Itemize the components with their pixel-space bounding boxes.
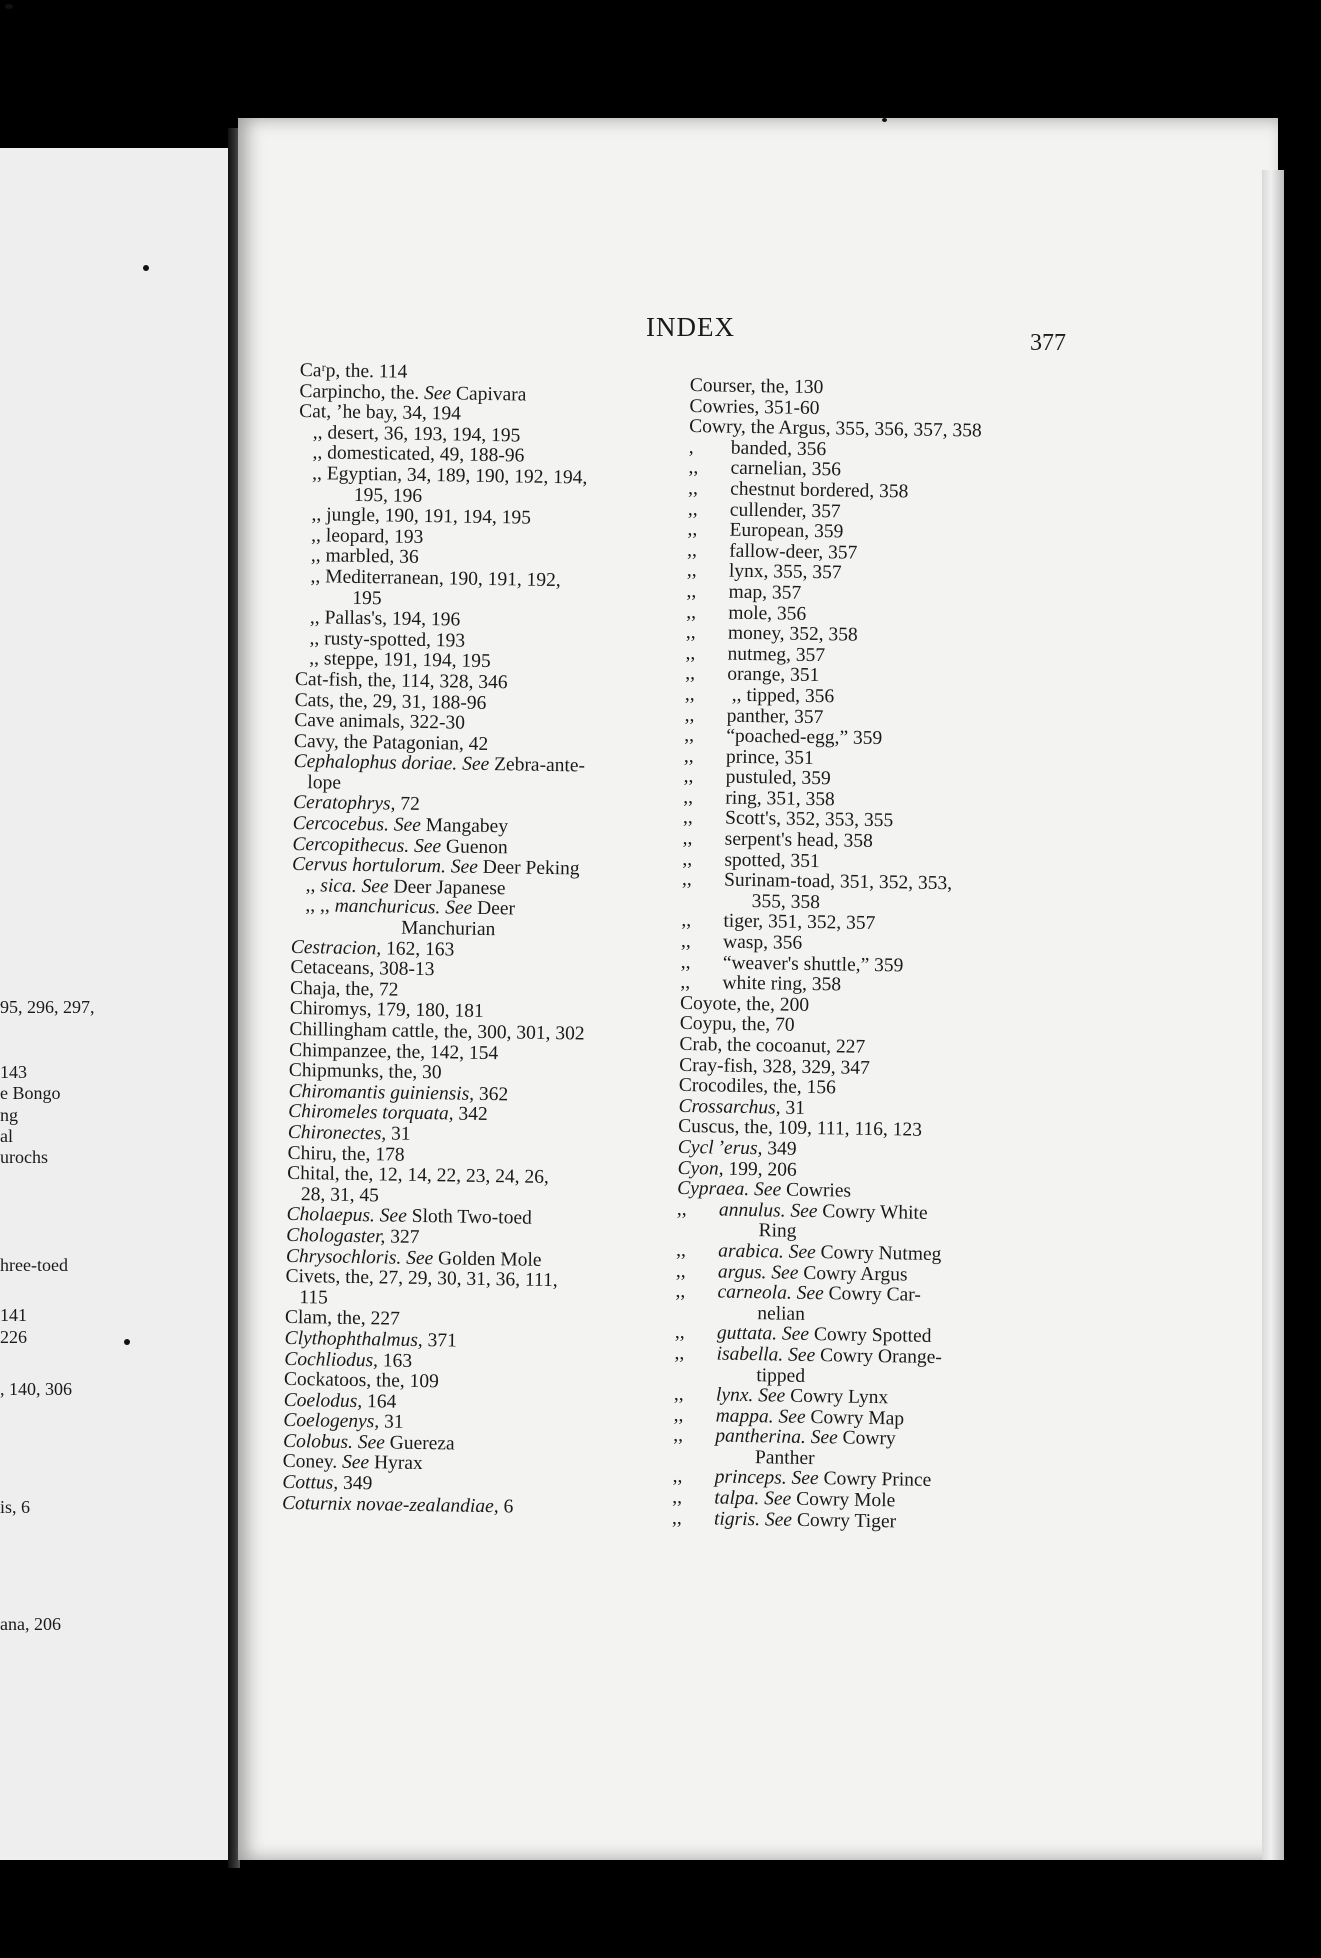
entry-reference: Cowries xyxy=(781,1179,852,1202)
entry-text: Chaja, the, 72 xyxy=(289,977,399,1001)
entry-text: lynx, 355, 357 xyxy=(728,560,842,584)
entry-text: Cowry, the Argus, 355, 356, 357, 358 xyxy=(689,416,982,442)
ditto-mark: ,, xyxy=(685,642,696,664)
entry-reference: Cowry Car- xyxy=(823,1283,921,1306)
entry-italic: arabica. xyxy=(718,1240,784,1263)
see-reference: See xyxy=(764,1488,792,1510)
entry-italic: tigris. xyxy=(713,1508,761,1530)
entry-italic: Chiromantis guiniensis, xyxy=(288,1080,475,1105)
entry-reference: 31 xyxy=(780,1097,806,1119)
entry-text: ,, rusty-spotted, 193 xyxy=(309,627,466,652)
ditto-mark: ,, xyxy=(676,1198,687,1220)
ditto-mark xyxy=(714,1380,756,1381)
entry-text: ,, domesticated, 49, 188-96 xyxy=(312,442,525,467)
entry-italic: Cestracion, xyxy=(290,936,382,959)
entry-italic: isabella. xyxy=(716,1343,784,1366)
entry-text: prince, 351 xyxy=(725,746,814,769)
entry-italic: Cyon, xyxy=(677,1157,724,1180)
entry-italic: Cercocebus. xyxy=(292,813,390,836)
entry-text: 28, 31, 45 xyxy=(300,1183,380,1207)
entry-italic: sica. xyxy=(320,875,357,897)
facing-page-fragment: 141 xyxy=(0,1305,27,1325)
ditto-mark: ,, xyxy=(672,1466,683,1488)
entry-text: money, 352, 358 xyxy=(727,622,858,646)
entry-text: Caʳp, the. 114 xyxy=(299,360,408,383)
ditto-mark: ,, xyxy=(683,766,694,788)
entry-italic: Colobus. xyxy=(282,1430,354,1453)
see-reference: See xyxy=(781,1323,810,1346)
entry-text: ,, xyxy=(305,875,321,897)
ditto-mark: ,, xyxy=(680,930,692,953)
entry-reference: 72 xyxy=(395,794,420,816)
entry-italic: Coelogenys, xyxy=(283,1410,380,1433)
ditto-mark: ,, xyxy=(680,951,691,973)
entry-text: Chiru, the, 178 xyxy=(287,1142,405,1166)
see-reference: See xyxy=(461,753,490,776)
facing-page-fragment: 226 xyxy=(0,1327,27,1347)
entry-reference: Cowry Tiger xyxy=(791,1509,897,1533)
entry-text: mole, 356 xyxy=(728,602,807,625)
entry-text: wasp, 356 xyxy=(722,931,803,954)
entry-reference: 362 xyxy=(473,1083,509,1106)
entry-text: Cats, the, 29, 31, 188-96 xyxy=(294,689,487,714)
entry-italic: argus. xyxy=(717,1261,767,1283)
entry-text: Chillingham cattle, the, 300, 301, 302 xyxy=(289,1018,585,1045)
ditto-mark xyxy=(716,1236,758,1237)
entry-italic: mappa. xyxy=(715,1405,774,1428)
entry-text: ,, desert, 36, 193, 194, 195 xyxy=(312,421,521,447)
entry-text: Cetaceans, 308-13 xyxy=(290,957,435,981)
entry-italic: Chologaster, xyxy=(286,1224,386,1248)
ditto-mark: , xyxy=(688,436,694,458)
entry-text: ,, marbled, 36 xyxy=(310,545,419,569)
entry-text: Chimpanzee, the, 142, 154 xyxy=(289,1039,499,1064)
ditto-mark: ,, xyxy=(683,745,694,767)
entry-text: ,, tipped, 356 xyxy=(726,684,835,708)
entry-text: nutmeg, 357 xyxy=(727,643,826,666)
entry-reference: Deer xyxy=(472,898,516,920)
entry-text: ,, ,, xyxy=(305,895,335,918)
ditto-mark: ,, xyxy=(682,828,693,850)
entry-reference: Cowry White xyxy=(817,1200,928,1224)
ditto-mark: ,, xyxy=(675,1281,686,1303)
ditto-mark xyxy=(715,1318,757,1319)
see-reference: See xyxy=(413,835,442,857)
facing-page-fragment: urochs xyxy=(0,1147,48,1167)
speck xyxy=(5,4,13,9)
ditto-mark: ,, xyxy=(674,1322,685,1344)
entry-text: fallow-deer, 357 xyxy=(729,540,858,564)
see-reference: See xyxy=(758,1385,786,1407)
page-heading: INDEX xyxy=(646,312,735,342)
ditto-mark: ,, xyxy=(673,1425,684,1447)
entry-text: Cavy, the Patagonian, 42 xyxy=(293,730,489,755)
entry-text: ,, Mediterranean, 190, 191, 192, xyxy=(310,566,561,592)
entry-text: Coney. xyxy=(282,1451,343,1474)
entry-text: orange, 351 xyxy=(727,663,820,687)
entry-reference: Guenon xyxy=(440,835,508,858)
ditto-mark: ,, xyxy=(684,725,695,747)
entry-text: Cave animals, 322-30 xyxy=(294,710,466,734)
entry-text: lope xyxy=(307,772,342,794)
entry-text: pustuled, 359 xyxy=(725,766,831,790)
facing-page-fragment: 143 xyxy=(0,1062,27,1082)
entry-text: Crab, the cocoanut, 227 xyxy=(679,1033,866,1058)
entry-text: Surinam-toad, 351, 352, 353, xyxy=(723,869,953,895)
entry-italic: Cercopithecus. xyxy=(292,833,410,857)
entry-text: Coypu, the, 70 xyxy=(679,1013,795,1037)
ditto-mark: ,, xyxy=(681,910,692,932)
facing-page-fragment: al xyxy=(0,1126,13,1146)
ditto-mark: ,, xyxy=(682,807,693,829)
entry-text: tipped xyxy=(756,1364,806,1387)
entry-text: 195, 196 xyxy=(353,484,423,507)
entry-italic: Coturnix novae-zealandiae, xyxy=(281,1492,499,1517)
see-reference: See xyxy=(357,1431,386,1454)
entry-reference: Cowry Nutmeg xyxy=(815,1242,942,1265)
entry-reference: Deer Japanese xyxy=(388,876,506,900)
facing-page-fragment: 95, 296, 297, xyxy=(0,997,95,1017)
ditto-mark: ,, xyxy=(684,704,695,726)
entry-text: Cray-fish, 328, 329, 347 xyxy=(679,1054,870,1079)
facing-page xyxy=(0,148,232,1860)
entry-text: Cowries, 351-60 xyxy=(689,395,820,419)
entry-text: ,, steppe, 191, 194, 195 xyxy=(309,648,491,673)
entry-reference: Deer Peking xyxy=(477,857,580,880)
page-number: 377 xyxy=(1030,330,1066,356)
ditto-mark: ,, xyxy=(684,683,695,706)
ditto-mark xyxy=(713,1462,755,1463)
entry-text: Cuscus, the, 109, 111, 116, 123 xyxy=(678,1116,923,1142)
entry-italic: Chiromeles torquata, xyxy=(288,1101,454,1125)
ditto-mark: ,, xyxy=(680,972,691,994)
entry-reference: Cowry Mole xyxy=(791,1488,896,1512)
facing-page-fragment: is, 6 xyxy=(0,1497,31,1517)
entry-italic: carneola. xyxy=(717,1281,792,1304)
speck xyxy=(124,1339,130,1345)
entry-reference: 31 xyxy=(386,1123,411,1145)
ditto-mark: ,, xyxy=(687,539,698,561)
see-reference: See xyxy=(810,1427,838,1449)
see-reference: See xyxy=(790,1200,818,1222)
ditto-mark: ,, xyxy=(687,498,698,520)
entry-reference: Guereza xyxy=(384,1432,455,1455)
entry-reference: Cowry xyxy=(837,1427,896,1450)
see-reference: See xyxy=(445,897,473,920)
entry-text: 195 xyxy=(352,587,382,609)
ditto-mark: ,, xyxy=(673,1383,684,1406)
entry-italic: Crossarchus, xyxy=(678,1095,781,1119)
entry-text: ,, leopard, 193 xyxy=(311,524,424,548)
ditto-mark: ,, xyxy=(681,869,693,891)
see-reference: See xyxy=(379,1205,407,1228)
entry-text: European, 359 xyxy=(729,519,844,543)
speck xyxy=(882,118,887,122)
facing-page-fragment: , 140, 306 xyxy=(0,1379,72,1399)
index-column-right xyxy=(672,376,1070,1535)
ditto-mark: ,, xyxy=(674,1342,685,1364)
entry-italic: Ceratophrys, xyxy=(292,792,396,816)
see-reference: See xyxy=(791,1468,819,1490)
entry-reference: 199, 206 xyxy=(723,1158,797,1181)
entry-italic: Chrysochloris. xyxy=(285,1245,402,1269)
entry-italic: Cholaepus. xyxy=(286,1204,376,1227)
entry-reference: 6 xyxy=(498,1495,514,1518)
entry-text: ,, Egyptian, 34, 189, 190, 192, 194, xyxy=(312,463,588,489)
see-reference: See xyxy=(764,1508,793,1531)
entry-text: nelian xyxy=(757,1302,806,1325)
entry-reference: Zebra-ante- xyxy=(489,754,586,777)
entry-reference: Cowry Argus xyxy=(798,1262,908,1286)
facing-page-fragment: ng xyxy=(0,1105,18,1125)
entry-text: chestnut bordered, 358 xyxy=(730,478,909,503)
ditto-mark: ,, xyxy=(671,1507,682,1529)
ditto-mark: ,, xyxy=(685,663,696,685)
ditto-mark: ,, xyxy=(688,457,699,479)
entry-reference: 349 xyxy=(762,1138,797,1160)
ditto-mark: ,, xyxy=(672,1486,683,1509)
ditto-mark: ,, xyxy=(675,1260,686,1282)
entry-text: 115 xyxy=(299,1286,328,1309)
entry-reference: Capivara xyxy=(450,382,527,406)
entry-italic: lynx. xyxy=(715,1384,754,1407)
entry-reference: Cowry Orange- xyxy=(815,1344,943,1368)
entry-italic: Chironectes, xyxy=(287,1121,387,1145)
entry-reference: 31 xyxy=(379,1411,404,1434)
see-reference: See xyxy=(771,1261,799,1284)
entry-reference: 371 xyxy=(422,1329,458,1352)
entry-text: 355, 358 xyxy=(751,890,821,913)
facing-page-fragment: ana, 206 xyxy=(0,1614,61,1634)
entry-text: Chipmunks, the, 30 xyxy=(288,1060,442,1084)
entry-text: Carpincho, the. xyxy=(299,380,425,404)
entry-text: Scott's, 352, 353, 355 xyxy=(724,808,894,832)
see-reference: See xyxy=(788,1241,816,1264)
entry-text: “weaver's shuttle,” 359 xyxy=(722,952,904,977)
entry-reference: 163 xyxy=(377,1349,413,1372)
see-reference: See xyxy=(753,1179,782,1201)
see-reference: See xyxy=(393,814,422,837)
entry-italic: manchuricus. xyxy=(334,896,441,919)
entry-italic: guttata. xyxy=(716,1322,778,1345)
entry-reference: 164 xyxy=(362,1390,397,1413)
ditto-mark: ,, xyxy=(686,560,697,582)
see-reference: See xyxy=(796,1282,824,1305)
entry-reference: Cowry Lynx xyxy=(785,1385,889,1409)
ditto-mark: ,, xyxy=(676,1239,687,1261)
entry-italic: princeps. xyxy=(714,1466,787,1490)
entry-reference: Cowry Prince xyxy=(818,1468,932,1492)
entry-text: Cat, ʼhe bay, 34, 194 xyxy=(299,401,462,425)
entry-text: Manchurian xyxy=(400,917,496,941)
entry-italic: Coelodus, xyxy=(283,1389,363,1412)
see-reference: See xyxy=(361,875,389,898)
speck xyxy=(143,265,149,271)
ditto-mark: ,, xyxy=(683,786,694,808)
entry-text: Chital, the, 12, 14, 22, 23, 24, 26, xyxy=(287,1163,549,1189)
ditto-mark: ,, xyxy=(685,622,696,644)
entry-text: serpent's head, 358 xyxy=(724,828,873,852)
entry-reference: Hyrax xyxy=(368,1452,423,1475)
ditto-mark: ,, xyxy=(686,580,697,603)
see-reference: See xyxy=(406,1247,434,1269)
entry-italic: Clythophthalmus, xyxy=(284,1327,423,1351)
entry-italic: talpa. xyxy=(714,1487,760,1510)
entry-text: panther, 357 xyxy=(726,705,824,728)
entry-text: Clam, the, 227 xyxy=(284,1307,400,1330)
entry-text: tiger, 351, 352, 357 xyxy=(723,911,876,935)
entry-text: Cat-fish, the, 114, 328, 346 xyxy=(294,668,508,694)
entry-text: Ring xyxy=(758,1220,797,1243)
entry-italic: annulus. xyxy=(718,1199,786,1222)
ditto-mark xyxy=(710,906,752,907)
page-edge xyxy=(1262,170,1284,1860)
entry-italic: pantherina. xyxy=(715,1425,806,1449)
entry-reference: 327 xyxy=(385,1226,420,1248)
entry-text: spotted, 351 xyxy=(724,849,820,872)
entry-italic: Cephalophus doriae. xyxy=(293,751,458,775)
entry-reference: Cowry Spotted xyxy=(808,1324,932,1348)
entry-text: ,, jungle, 190, 191, 194, 195 xyxy=(311,504,532,529)
entry-italic: Cypraea. xyxy=(677,1178,750,1201)
entry-text: Civets, the, 27, 29, 30, 31, 36, 111, xyxy=(285,1266,558,1292)
ditto-mark: ,, xyxy=(688,477,699,500)
entry-italic: Cervus hortulorum. xyxy=(291,854,447,878)
facing-page-fragment: e Bongo xyxy=(0,1083,61,1103)
entry-text: carnelian, 356 xyxy=(730,458,842,481)
entry-text: Courser, the, 130 xyxy=(689,375,824,399)
entry-text: Cockatoos, the, 109 xyxy=(283,1368,440,1393)
entry-text: “poached-egg,” 359 xyxy=(726,725,883,750)
entry-text: Panther xyxy=(754,1447,815,1469)
entry-reference: Mangabey xyxy=(420,815,509,838)
entry-italic: Cochliodus, xyxy=(284,1348,379,1371)
entry-reference: Sloth Two-toed xyxy=(406,1206,532,1230)
entry-text: Crocodiles, the, 156 xyxy=(678,1075,837,1099)
see-reference: See xyxy=(450,856,479,879)
entry-italic: Cycl ’erus, xyxy=(677,1136,763,1160)
ditto-mark: ,, xyxy=(687,519,698,541)
entry-text: cullender, 357 xyxy=(729,499,841,522)
ditto-mark: ,, xyxy=(682,848,693,870)
see-reference: See xyxy=(341,1452,370,1474)
see-reference: See xyxy=(778,1406,806,1428)
entry-text: banded, 356 xyxy=(730,437,827,460)
entry-text: map, 357 xyxy=(728,581,802,604)
entry-text: Coyote, the, 200 xyxy=(679,992,810,1016)
ditto-mark: ,, xyxy=(686,601,697,623)
entry-reference: 342 xyxy=(453,1103,488,1126)
entry-reference: 349 xyxy=(338,1472,373,1495)
entry-italic: Cottus, xyxy=(282,1471,339,1494)
entry-text: Chiromys, 179, 180, 181 xyxy=(289,998,484,1023)
entry-text: ,, Pallas's, 194, 196 xyxy=(309,607,461,631)
see-reference: See xyxy=(787,1344,816,1366)
index-column-left xyxy=(282,361,695,1520)
entry-text: ring, 351, 358 xyxy=(725,787,835,811)
entry-reference: Golden Mole xyxy=(433,1247,542,1271)
entry-text: white ring, 358 xyxy=(722,972,842,996)
entry-reference: Cowry Map xyxy=(805,1406,905,1430)
entry-reference: 162, 163 xyxy=(381,937,455,961)
ditto-mark: ,, xyxy=(673,1404,684,1426)
facing-page-fragment: hree-toed xyxy=(0,1255,68,1275)
see-reference: See xyxy=(423,382,452,404)
